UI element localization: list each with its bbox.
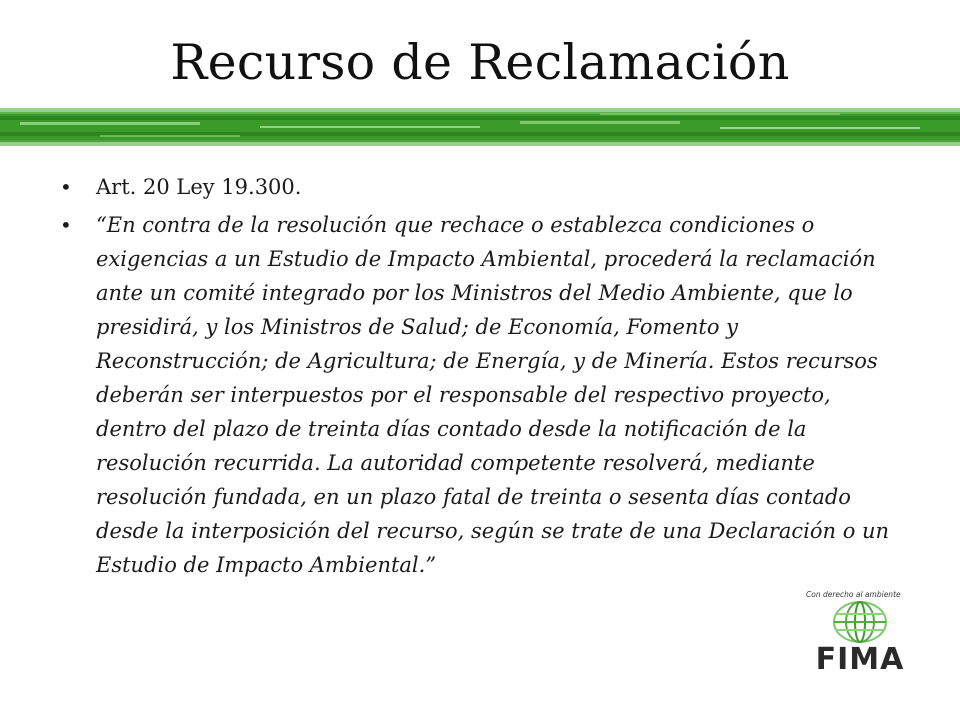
fima-logo [800, 590, 920, 680]
bullet-marker: • [60, 213, 72, 237]
bullet-marker: • [60, 175, 72, 199]
logo-name: FIMA [815, 642, 905, 677]
globe-icon [832, 600, 888, 644]
bullet-text: “En contra de la resolución que rechace o establezca condiciones o exigencias a un Estudio de Impacto Ambiental, procederá la reclamación ante un comité integrado por los Ministros del Medio Ambiente, que lo presidirá, y los Ministros de Salud; de Economía, Fomento y Reconstrucción; de Agricultura; de Energía, y de Minería. Estos recursos deberán ser interpuestos por el responsable del respectivo proyecto, dentro del plazo de treinta días contado desde la notificación de la resolución recurrida. La autoridad competente resolverá, mediante resolución fundada, en un plazo fatal de treinta o sesenta días contado desde la interposición del recurso, según se trate de una Declaración o un Estudio de Impacto Ambiental.” [96, 213, 890, 577]
logo-tagline: Con derecho al ambiente [806, 590, 901, 599]
slide-title: Recurso de Reclamación [170, 34, 790, 91]
bullet-item-quote [60, 208, 896, 582]
green-divider-stripe [0, 104, 960, 150]
bullet-list [60, 170, 900, 582]
bullet-item-citation [60, 170, 900, 204]
bullet-text: Art. 20 Ley 19.300. [96, 175, 302, 199]
